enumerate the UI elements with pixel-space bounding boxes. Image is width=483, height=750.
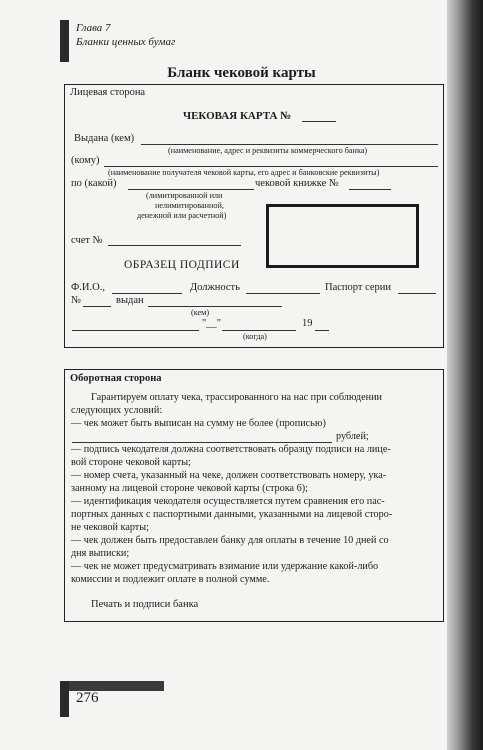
checkbook-number-line (349, 189, 391, 190)
condition-account-1: — номер счета, указанный на чеке, должен соответствовать номеру, ука- (71, 470, 387, 481)
checkbook-label: чековой книжке № (255, 178, 339, 189)
condition-signature-2: вой стороне чековой карты; (71, 457, 191, 468)
page-title: Бланк чековой карты (167, 65, 316, 81)
condition-account-2: занному на лицевой стороне чековой карты (строка 6); (71, 483, 308, 494)
issued-authority-line (72, 330, 199, 331)
year-prefix: 19 (302, 318, 313, 329)
page-number-marker (60, 681, 69, 717)
condition-commission-1: — чек не может предусматривать взимание или удержание какой-либо (71, 561, 379, 572)
condition-commission-2: комиссии и подлежит оплате в полной сумме. (71, 574, 270, 585)
bank-seal-signatures: Печать и подписи банка (91, 599, 199, 610)
chapter-label: Глава 7 (76, 22, 111, 34)
passport-series-line (398, 293, 436, 294)
checkbook-hint-3: денежной или расчетной) (137, 211, 227, 220)
condition-identification-2: портных данных с паспортными данными, указанными на лицевой сторо- (71, 509, 393, 520)
condition-term-2: дня выписки; (71, 548, 130, 559)
number-sign: № (71, 295, 82, 306)
page-number: 276 (76, 690, 99, 706)
section-label: Бланки ценных бумаг (76, 36, 176, 48)
condition-signature-1: — подпись чекодателя должна соответствовать образцу подписи на лице- (71, 444, 391, 455)
checkbook-hint-1: (лимитированной или (146, 191, 223, 200)
year-line (315, 330, 329, 331)
fio-line (112, 293, 182, 294)
date-month-line (222, 330, 296, 331)
to-whom-hint: (наименование получателя чековой карты, его адрес и банковские реквизиты) (108, 168, 380, 177)
condition-identification-3: не чековой карты; (71, 522, 149, 533)
rubles-label: рублей; (336, 431, 369, 442)
by-which-line (128, 189, 254, 190)
issued-label: выдан (116, 295, 144, 306)
stamp-box (266, 204, 419, 268)
chapter-marker-bar (60, 20, 69, 62)
to-whom-label: (кому) (71, 155, 100, 166)
condition-identification-1: — идентификация чекодателя осуществляется путем сравнения его пас- (71, 496, 385, 507)
account-line (108, 245, 241, 246)
guarantee-line-1: Гарантируем оплату чека, трассированного на нас при соблюдении (91, 392, 382, 403)
issued-by-hint: (наименование, адрес и реквизиты коммерческого банка) (168, 146, 368, 155)
by-whom-hint: (кем) (191, 308, 210, 317)
card-number-line (302, 121, 336, 122)
position-line (246, 293, 320, 294)
account-label: счет № (71, 235, 103, 246)
book-spine-shadow (447, 0, 483, 750)
front-side-label: Лицевая сторона (70, 87, 146, 98)
when-hint: (когда) (243, 332, 267, 341)
issued-by-line (141, 144, 438, 145)
guarantee-line-2: следующих условий: (71, 405, 163, 416)
checkbook-hint-2: нелимитированной, (155, 201, 224, 210)
issued-by-label: Выдана (кем) (74, 133, 135, 144)
position-label: Должность (190, 282, 240, 293)
issued-by-whom-line (148, 306, 282, 307)
fio-label: Ф.И.О., (71, 282, 105, 293)
back-side-label: Оборотная сторона (70, 373, 162, 384)
condition-term-1: — чек должен быть предоставлен банку для оплаты в течение 10 дней со (71, 535, 389, 546)
condition-amount: — чек может быть выписан на сумму не более (прописью) (71, 418, 326, 429)
to-whom-line (104, 166, 438, 167)
date-quotes: "__" (202, 318, 222, 329)
signature-sample-title: ОБРАЗЕЦ ПОДПИСИ (124, 259, 240, 271)
card-title: ЧЕКОВАЯ КАРТА № (183, 110, 292, 122)
passport-number-line (83, 306, 111, 307)
by-which-label: по (какой) (71, 178, 117, 189)
passport-label: Паспорт серии (325, 282, 392, 293)
